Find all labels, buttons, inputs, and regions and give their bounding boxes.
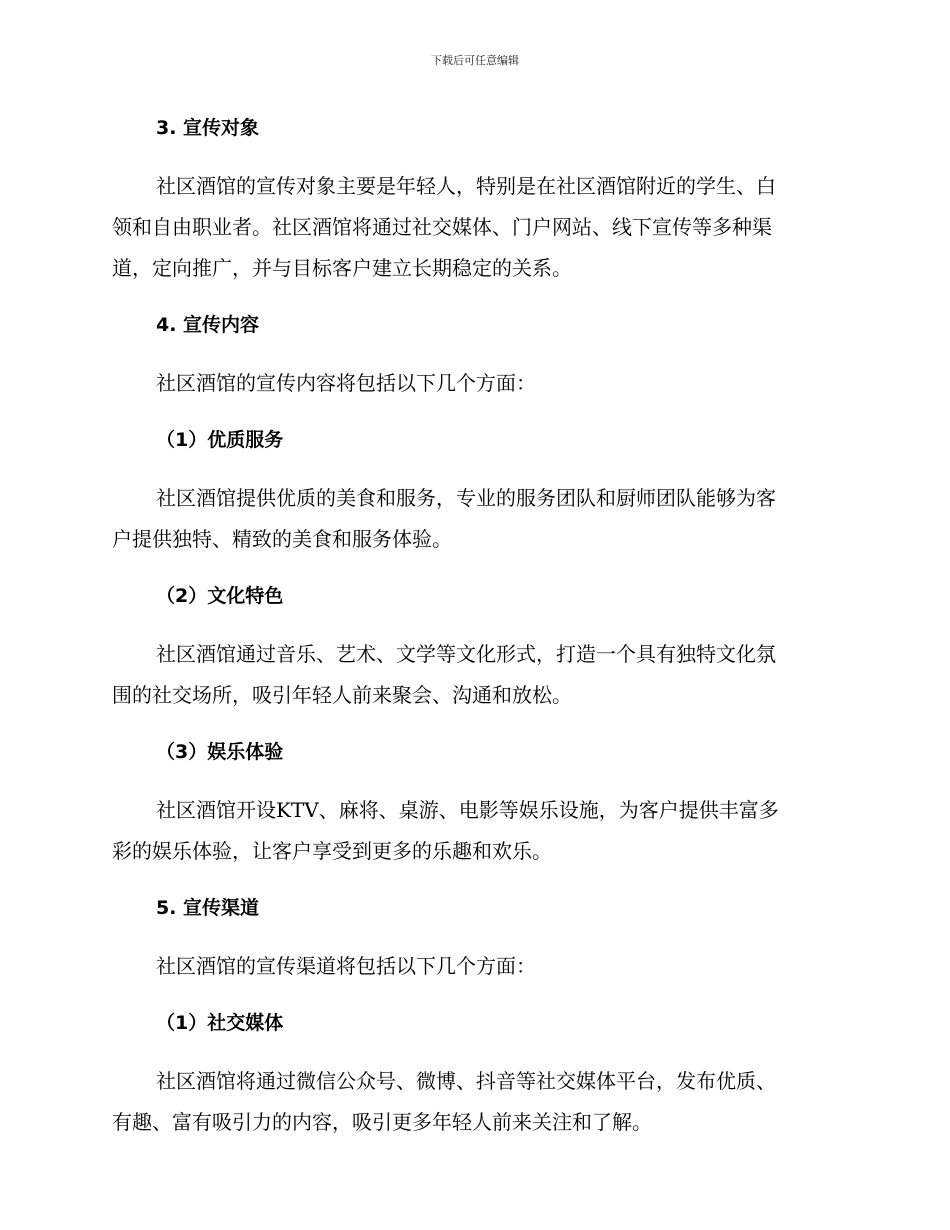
section-content bbox=[112, 309, 838, 404]
section-channels bbox=[112, 892, 838, 987]
document-body bbox=[112, 112, 838, 1143]
paragraph-line: 社区酒馆将通过微信公众号、微博、抖音等社交媒体平台，发布优质、 bbox=[156, 1069, 776, 1093]
subsection-entertainment bbox=[112, 736, 838, 872]
paragraph bbox=[112, 478, 838, 560]
paragraph-line: 围的社交场所，吸引年轻人前来聚会、沟通和放松。 bbox=[112, 683, 572, 707]
paragraph-line: 社区酒馆的宣传内容将包括以下几个方面： bbox=[156, 371, 536, 395]
paragraph-line: 户提供独特、精致的美食和服务体验。 bbox=[112, 527, 452, 551]
paragraph bbox=[112, 634, 838, 716]
paragraph-line: 道，定向推广，并与目标客户建立长期稳定的关系。 bbox=[112, 256, 572, 280]
section-heading: 3. 宣传对象 bbox=[156, 117, 260, 139]
paragraph-line: 社区酒馆的宣传对象主要是年轻人，特别是在社区酒馆附近的学生、白 bbox=[156, 174, 776, 198]
subsection-heading: （3）娱乐体验 bbox=[156, 741, 284, 763]
section-audience bbox=[112, 112, 838, 289]
paragraph bbox=[112, 1061, 838, 1143]
paragraph bbox=[112, 363, 838, 404]
paragraph bbox=[112, 946, 838, 987]
paragraph-line: 有趣、富有吸引力的内容，吸引更多年轻人前来关注和了解。 bbox=[112, 1110, 652, 1134]
section-heading: 4. 宣传内容 bbox=[156, 314, 260, 336]
paragraph-line: 社区酒馆提供优质的美食和服务，专业的服务团队和厨师团队能够为客 bbox=[156, 486, 776, 510]
section-heading: 5. 宣传渠道 bbox=[156, 897, 260, 919]
paragraph-line: 彩的娱乐体验，让客户享受到更多的乐趣和欢乐。 bbox=[112, 839, 552, 863]
subsection-heading: （1）社交媒体 bbox=[156, 1012, 284, 1034]
paragraph-line: 社区酒馆的宣传渠道将包括以下几个方面： bbox=[156, 954, 536, 978]
paragraph-line: 社区酒馆通过音乐、艺术、文学等文化形式，打造一个具有独特文化氛 bbox=[156, 642, 776, 666]
subsection-culture bbox=[112, 580, 838, 716]
page-header-note: 下载后可任意编辑 bbox=[431, 54, 519, 67]
paragraph-line: 领和自由职业者。社区酒馆将通过社交媒体、门户网站、线下宣传等多种渠 bbox=[112, 215, 772, 239]
subsection-quality-service bbox=[112, 424, 838, 560]
subsection-heading: （1）优质服务 bbox=[156, 429, 284, 451]
subsection-heading: （2）文化特色 bbox=[156, 585, 284, 607]
subsection-social-media bbox=[112, 1007, 838, 1143]
paragraph bbox=[112, 790, 838, 872]
paragraph bbox=[112, 166, 838, 289]
paragraph-line: 社区酒馆开设KTV、麻将、桌游、电影等娱乐设施，为客户提供丰富多 bbox=[156, 798, 779, 822]
